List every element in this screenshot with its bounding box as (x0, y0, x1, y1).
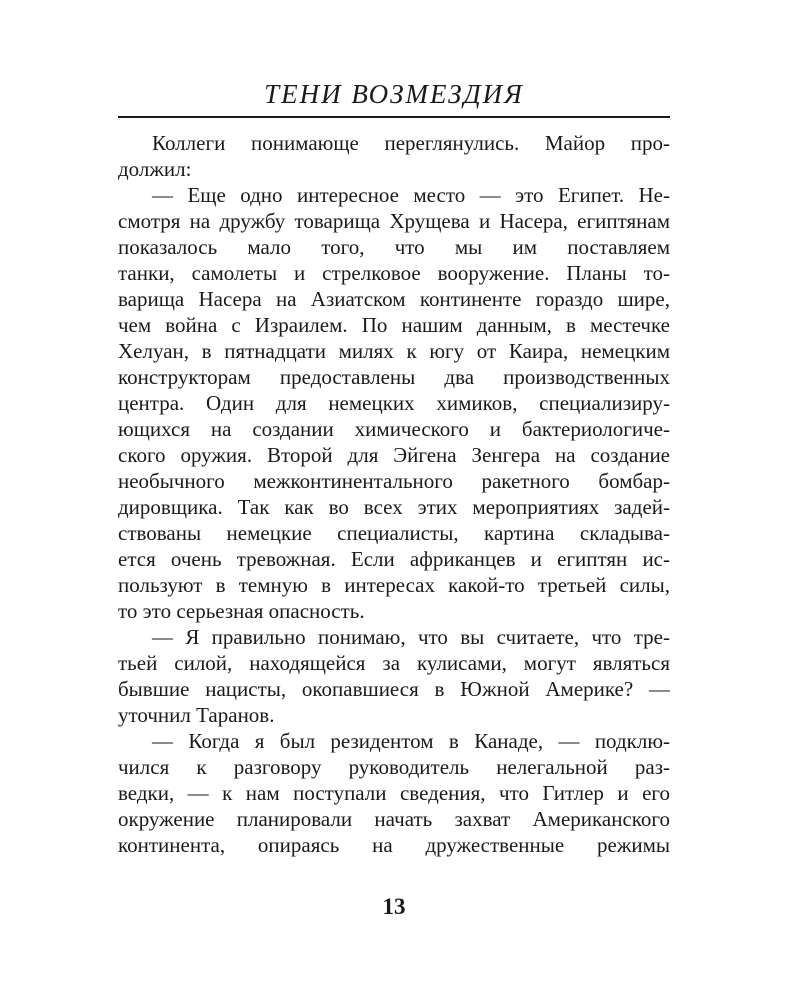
text-line: окружение планировали начать захват Американского (118, 807, 670, 831)
text-line: континента, опираясь на дружественные режимы (118, 833, 670, 857)
text-line: — Еще одно интересное место — это Египет. Не- (152, 183, 670, 207)
text-line: ется очень тревожная. Если африканцев и египтян ис- (118, 547, 670, 571)
running-head-title: ТЕНИ ВОЗМЕЗДИЯ (264, 79, 524, 109)
text-line: тьей силой, находящейся за кулисами, могут являться (118, 651, 670, 675)
body-text (118, 130, 670, 858)
text-line: показалось мало того, что мы им поставляем (118, 235, 670, 259)
text-line: конструкторам предоставлены два производственных (118, 365, 670, 389)
text-line: ского оружия. Второй для Эйгена Зенгера на создание (118, 443, 670, 467)
text-line-part: смотря на дружбу товарища Хрущева и Насера, египтянам (118, 209, 670, 233)
text-line: бывшие нацисты, окопавшиеся в Южной Америке? — (118, 677, 670, 701)
text-line: танки, самолеты и стрелковое вооружение. Планы то- (118, 261, 670, 285)
text-line: Хелуан, в пятнадцати милях к югу от Каира, немецким (118, 339, 670, 363)
text-line: чем война с Израилем. По нашим данным, в местечке (118, 313, 670, 337)
text-line: должил: (118, 157, 192, 181)
text-line: дировщика. Так как во всех этих мероприятиях задей- (118, 495, 670, 519)
text-line: чился к разговору руководитель нелегальной раз- (118, 755, 670, 779)
text-line: Коллеги понимающе переглянулись. Майор про- (152, 131, 670, 155)
text-line: — Я правильно понимаю, что вы считаете, что тре- (152, 625, 670, 649)
text-line: ведки, — к нам поступали сведения, что Гитлер и его (118, 781, 670, 805)
header-rule (118, 116, 670, 118)
text-line: ющихся на создании химического и бактериологиче- (118, 417, 670, 441)
text-line: центра. Один для немецких химиков, специализиру- (118, 391, 670, 415)
text-line: пользуют в темную в интересах какой-то третьей силы, (118, 573, 670, 597)
text-line: — Когда я был резидентом в Канаде, — подклю- (152, 729, 670, 753)
text-line: необычного межконтинентального ракетного бомбар- (118, 469, 670, 493)
text-line: ствованы немецкие специалисты, картина складыва- (118, 521, 670, 545)
text-line (118, 208, 670, 234)
text-line: варища Насера на Азиатском континенте гораздо шире, (118, 287, 670, 311)
text-line: то это серьезная опасность. (118, 599, 365, 623)
text-line: уточнил Таранов. (118, 703, 275, 727)
page-number: 13 (382, 894, 406, 919)
